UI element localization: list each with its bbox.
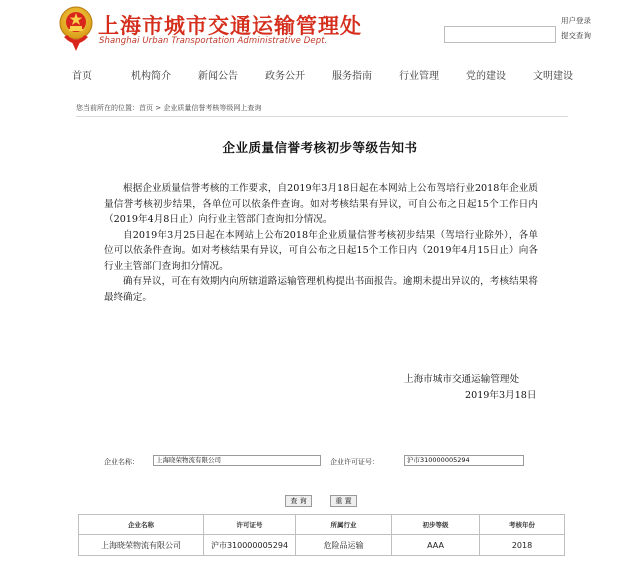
breadcrumb [76, 103, 568, 117]
reset-button[interactable]: 重 置 [330, 495, 357, 507]
divider [76, 116, 568, 117]
national-emblem-icon [58, 4, 94, 52]
nav-item-service-guide[interactable]: 服务指南 [332, 71, 372, 82]
column-header-license: 许可证号 [204, 515, 296, 535]
license-number-label: 企业许可证号： [330, 458, 379, 466]
cell-industry: 危险品运输 [296, 535, 392, 556]
query-button[interactable]: 查 询 [285, 495, 312, 507]
notice-date: 2019年3月18日 [465, 390, 537, 401]
column-header-year: 考核年份 [480, 515, 565, 535]
site-header [0, 0, 640, 58]
breadcrumb-home-link[interactable]: 首页 [139, 104, 153, 112]
table-header-row [79, 515, 565, 535]
results-table [78, 514, 565, 556]
main-nav [0, 60, 640, 86]
notice-body [104, 181, 538, 305]
license-number-input[interactable]: 沪市310000005294 [404, 455, 524, 466]
nav-item-home[interactable]: 首页 [72, 71, 92, 82]
site-subtitle: Shanghai Urban Transportation Administrative Dept. [99, 36, 328, 46]
notice-paragraph: 根据企业质量信誉考核的工作要求，自2019年3月18日起在本网站上公布驾培行业2018年企业质量信誉考核初步结果，各单位可以依条件查询。如对考核结果有异议，可自公布之日起15个工作日内（2019年4月8日止）向行业主管部门查询扣分情况。 [104, 183, 538, 225]
company-name-input[interactable]: 上海晓荣物流有限公司 [153, 455, 321, 466]
notice-issuer: 上海市城市交通运输管理处 [404, 374, 520, 385]
column-header-grade: 初步等级 [392, 515, 480, 535]
cell-grade: AAA [392, 535, 480, 556]
site-search-input[interactable] [444, 26, 556, 43]
nav-item-news[interactable]: 新闻公告 [198, 71, 238, 82]
cell-company: 上海晓荣物流有限公司 [79, 535, 204, 556]
submit-query-button[interactable]: 提交查询 [561, 31, 591, 40]
nav-item-civilization[interactable]: 文明建设 [533, 71, 573, 82]
nav-item-industry[interactable]: 行业管理 [399, 71, 439, 82]
breadcrumb-prefix: 您当前所在的位置： [76, 104, 139, 112]
nav-item-about[interactable]: 机构简介 [131, 71, 171, 82]
column-header-company: 企业名称 [79, 515, 204, 535]
site-title: 上海市城市交通运输管理处 [98, 14, 362, 38]
company-name-label: 企业名称： [104, 458, 139, 466]
notice-title: 企业质量信誉考核初步等级告知书 [222, 140, 418, 155]
user-login-link[interactable]: 用户登录 [561, 16, 591, 25]
breadcrumb-current: 企业质量信誉考核等级网上查询 [163, 104, 262, 112]
nav-item-public-affairs[interactable]: 政务公开 [265, 71, 305, 82]
notice-paragraph: 自2019年3月25日起在本网站上公布2018年企业质量信誉考核初步结果（驾培行业除外），各单位可以依条件查询。如对考核结果有异议，可自公布之日起15个工作日内（2019年4月15日止）向各行业主管部门查询扣分情况。 [104, 229, 538, 272]
column-header-industry: 所属行业 [296, 515, 392, 535]
nav-item-party[interactable]: 党的建设 [466, 71, 506, 82]
notice-paragraph: 确有异议，可在有效期内向所辖道路运输管理机构提出书面报告。逾期未提出异议的，考核结果将最终确定。 [104, 276, 538, 303]
table-row [79, 535, 565, 556]
cell-license: 沪市310000005294 [204, 535, 296, 556]
cell-year: 2018 [480, 535, 565, 556]
breadcrumb-separator: > [153, 104, 164, 112]
